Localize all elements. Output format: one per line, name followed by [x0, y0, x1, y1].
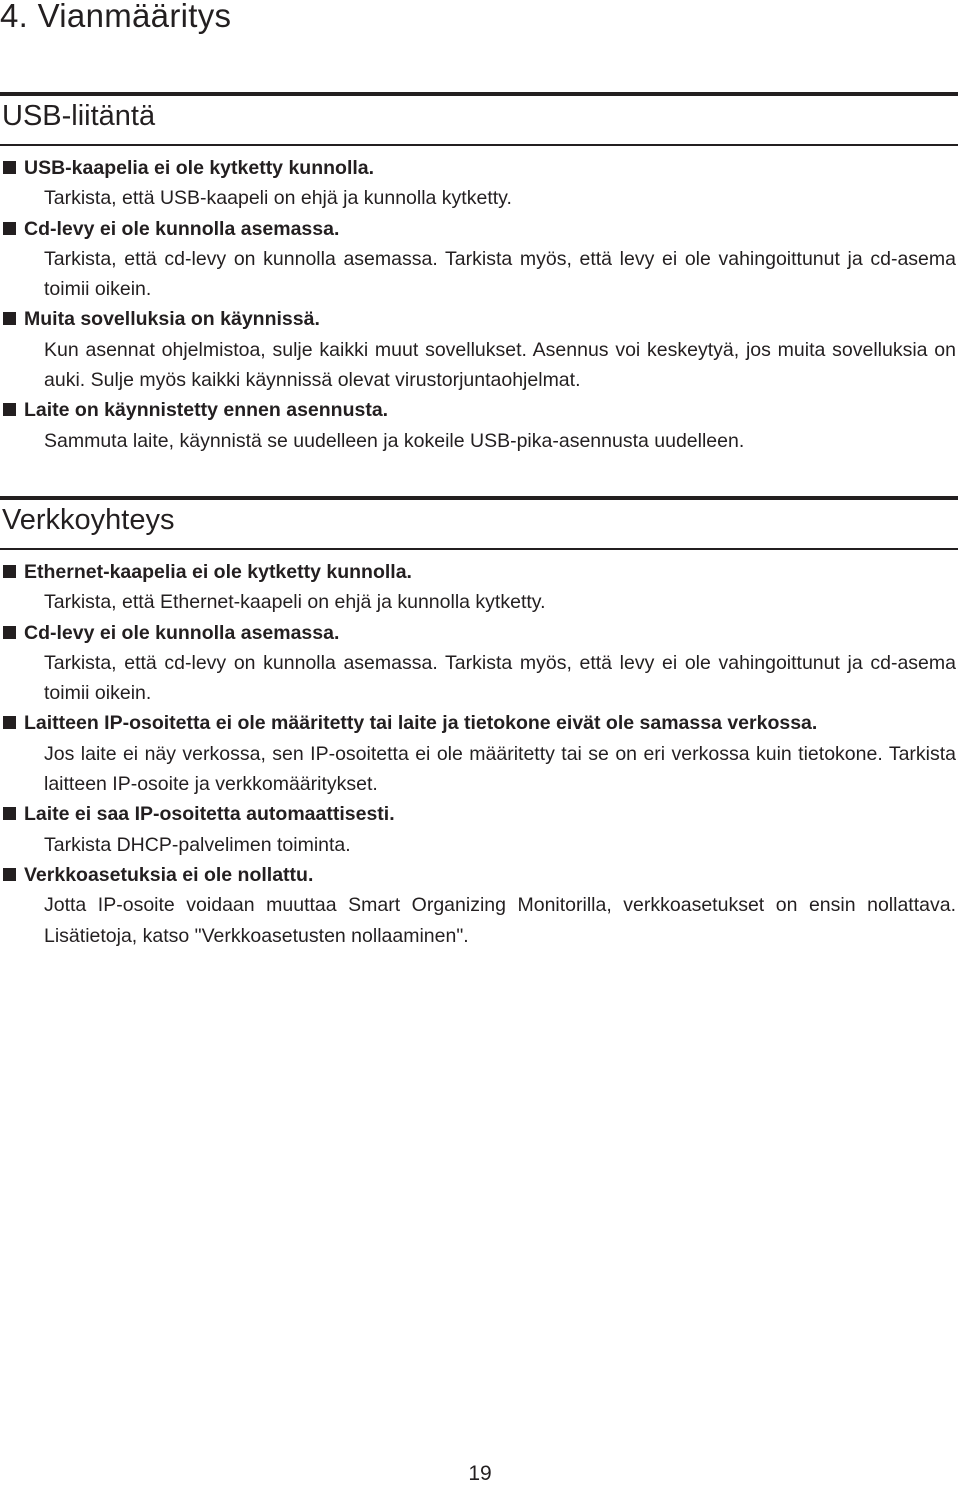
problem-title: Verkkoasetuksia ei ole nollattu.: [24, 863, 314, 886]
problem-title: Laite ei saa IP-osoitetta automaattisesti.: [24, 803, 395, 826]
list-item: [0, 860, 958, 951]
problem-title: Laite on käynnistetty ennen asennusta.: [24, 399, 389, 422]
list-item: [0, 153, 958, 214]
solution-text: Tarkista, että USB-kaapeli on ehjä ja kunnolla kytketty.: [44, 187, 512, 210]
solution-text: Jos laite ei näy verkossa, sen IP-osoitetta ei ole määritetty tai se on eri verkossa kuin tietokone. Tarkista laitteen IP-osoite ja verkkomääritykset.: [44, 742, 956, 796]
square-bullet-icon: [3, 807, 16, 820]
page-number: 19: [468, 1462, 492, 1485]
list-item: [0, 799, 958, 860]
troubleshooting-list: [0, 557, 958, 951]
section-network: [0, 496, 958, 951]
list-item: [0, 557, 958, 618]
section-header: [0, 92, 958, 146]
list-item: [0, 618, 958, 709]
solution-text: Tarkista DHCP-palvelimen toiminta.: [44, 833, 351, 856]
solution-text: Sammuta laite, käynnistä se uudelleen ja kokeile USB-pika-asennusta uudelleen.: [44, 429, 745, 452]
solution-text: Jotta IP-osoite voidaan muuttaa Smart Organizing Monitorilla, verkkoasetukset on ensin nollattava. Lisätietoja, katso "Verkkoasetusten nollaaminen".: [44, 894, 956, 947]
problem-title: Cd-levy ei ole kunnolla asemassa.: [24, 217, 340, 240]
chapter-title: 4. Vianmääritys: [0, 0, 232, 34]
section-title: Verkkoyhteys: [2, 504, 175, 536]
solution-text: Tarkista, että Ethernet-kaapeli on ehjä ja kunnolla kytketty.: [44, 591, 546, 614]
square-bullet-icon: [3, 626, 16, 639]
list-item: [0, 304, 958, 395]
troubleshooting-list: [0, 153, 958, 456]
square-bullet-icon: [3, 403, 16, 416]
square-bullet-icon: [3, 868, 16, 881]
list-item: [0, 708, 958, 799]
problem-title: Laitteen IP-osoitetta ei ole määritetty tai laite ja tietokone eivät ole samassa verkossa.: [24, 712, 818, 735]
square-bullet-icon: [3, 161, 16, 174]
section-title: USB-liitäntä: [2, 100, 156, 132]
square-bullet-icon: [3, 222, 16, 235]
solution-text: Kun asennat ohjelmistoa, sulje kaikki muut sovellukset. Asennus voi keskeytyä, jos muita sovelluksia on auki. Sulje myös kaikki käynnissä olevat virustorjuntaohjelmat.: [44, 338, 956, 392]
list-item: [0, 395, 958, 456]
problem-title: Ethernet-kaapelia ei ole kytketty kunnolla.: [24, 561, 412, 583]
square-bullet-icon: [3, 716, 16, 729]
problem-title: Muita sovelluksia on käynnissä.: [24, 308, 320, 331]
problem-title: Cd-levy ei ole kunnolla asemassa.: [24, 621, 340, 644]
problem-title: USB-kaapelia ei ole kytketty kunnolla.: [24, 157, 375, 179]
section-usb: [0, 92, 958, 456]
solution-text: Tarkista, että cd-levy on kunnolla asemassa. Tarkista myös, että levy ei ole vahingoittunut ja cd-asema toimii oikein.: [44, 651, 956, 705]
solution-text: Tarkista, että cd-levy on kunnolla asemassa. Tarkista myös, että levy ei ole vahingoittunut ja cd-asema toimii oikein.: [44, 247, 956, 301]
square-bullet-icon: [3, 312, 16, 325]
list-item: [0, 214, 958, 305]
square-bullet-icon: [3, 565, 16, 578]
section-header: [0, 496, 958, 550]
